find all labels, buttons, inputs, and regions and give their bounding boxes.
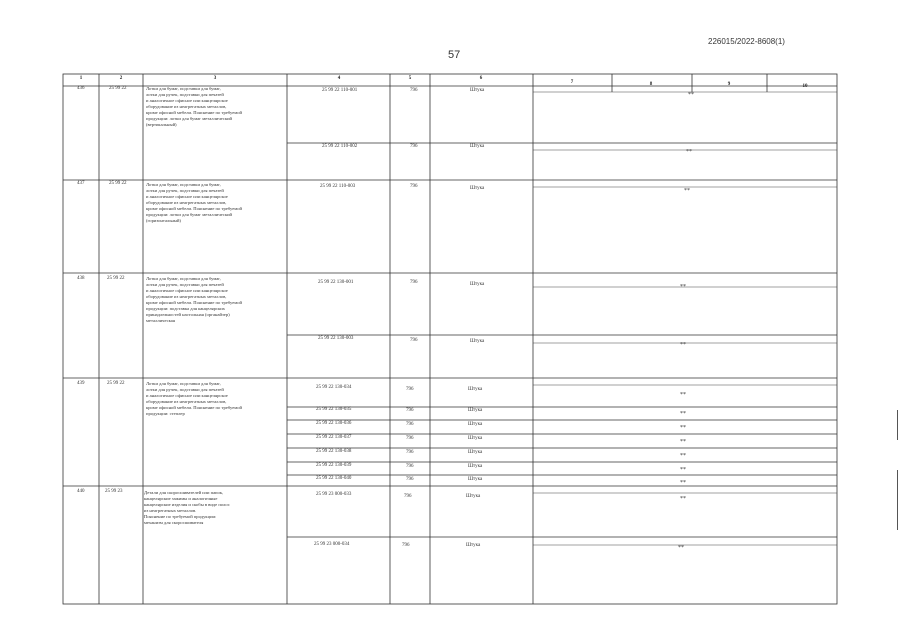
okei-code: 796 — [406, 422, 414, 427]
unit-name: Штука — [468, 422, 483, 427]
okpd-code: 25 99 22 130-036 — [316, 421, 352, 426]
empty-mark: ** — [680, 453, 686, 459]
okei-code: 796 — [410, 184, 418, 189]
row-description: Детали для скоросшивателей или папок, канцелярские зажимы и аналогичные канцелярские изделия и скобы в виде полос из неагрегатных металлов. Пояснение по требуемой продукции: механизм для скоросшивателя — [144, 490, 230, 525]
row-description: Лотки для бумаг, подставки для бумаг, лотки для ручек, подставки для печатей и аналогичное офисное или канцелярское оборудование из неагрегатных металлов, кроме офисной мебели. Пояснение по требуемой продукции: подставка для канцелярских принадлежностей настольная (органайзер) металлическая — [146, 276, 242, 323]
okei-code: 796 — [406, 436, 414, 441]
unit-name: Штука — [470, 282, 485, 287]
empty-mark: ** — [680, 480, 686, 486]
unit-name: Штука — [468, 408, 483, 413]
row-code: 25 99 22 — [107, 381, 125, 386]
okpd-code: 25 99 22 130-034 — [316, 385, 352, 390]
okpd-code: 25 99 22 130-037 — [316, 435, 352, 440]
unit-name: Штука — [468, 477, 483, 482]
okpd-code: 25 99 22 130-035 — [316, 407, 352, 412]
scan-edge-mark — [897, 470, 898, 530]
row-code: 25 99 22 — [109, 86, 127, 91]
row-number: 437 — [77, 181, 85, 186]
unit-name: Штука — [468, 436, 483, 441]
okei-code: 796 — [404, 494, 412, 499]
page-number: 57 — [448, 49, 461, 61]
row-code: 25 99 22 — [109, 181, 127, 186]
okei-code: 796 — [410, 144, 418, 149]
unit-name: Штука — [466, 494, 481, 499]
unit-name: Штука — [470, 144, 485, 149]
empty-mark: ** — [688, 92, 694, 98]
empty-mark: ** — [680, 496, 686, 502]
okei-code: 796 — [406, 450, 414, 455]
column-header: 7 — [570, 80, 574, 85]
row-description: Лотки для бумаг, подставки для бумаг, лотки для ручек, подставки для печатей и аналогичное офисное или канцелярское оборудование из неагрегатных металлов, кроме офисной мебели. Пояснение по требуемой продукции: лотки для бумаг металлический (вертикальный) — [146, 86, 242, 127]
unit-name: Штука — [470, 186, 485, 191]
okpd-code: 25 99 23 000-034 — [314, 542, 350, 547]
okpd-code: 25 99 22 130-039 — [316, 463, 352, 468]
okei-code: 796 — [410, 280, 418, 285]
okpd-code: 25 99 22 110-003 — [320, 184, 356, 189]
column-header: 5 — [408, 76, 412, 81]
row-number: 438 — [77, 276, 85, 281]
empty-mark: ** — [678, 545, 684, 551]
row-description: Лотки для бумаг, подставки для бумаг, лотки для ручек, подставки для печатей и аналогичное офисное или канцелярское оборудование из неагрегатных металлов, кроме офисной мебели. Пояснение по требуемой продукции: степлер — [146, 381, 242, 416]
okpd-code: 25 99 22 130-001 — [318, 280, 354, 285]
okpd-code: 25 99 22 110-002 — [322, 144, 358, 149]
empty-mark: ** — [684, 188, 690, 194]
column-header: 2 — [119, 76, 123, 81]
unit-name: Штука — [470, 88, 485, 93]
empty-mark: ** — [686, 149, 692, 155]
okei-code: 796 — [402, 543, 410, 548]
okpd-code: 25 99 22 130-038 — [316, 449, 352, 454]
empty-mark: ** — [680, 392, 686, 398]
unit-name: Штука — [468, 450, 483, 455]
empty-mark: ** — [680, 425, 686, 431]
okei-code: 796 — [410, 338, 418, 343]
unit-name: Штука — [470, 339, 485, 344]
empty-mark: ** — [680, 284, 686, 290]
row-description: Лотки для бумаг, подставки для бумаг, лотки для ручек, подставки для печатей и аналогичное офисное или канцелярское оборудование из неагрегатных металлов, кроме офисной мебели. Пояснение по требуемой продукции: лотки для бумаг металлический (горизонтальный) — [146, 182, 242, 223]
okei-code: 796 — [410, 88, 418, 93]
document-id: 226015/2022-8608(1) — [708, 37, 785, 46]
column-header: 8 — [649, 82, 653, 87]
column-header: 1 — [79, 76, 83, 81]
empty-mark: ** — [680, 342, 686, 348]
okpd-code: 25 99 23 000-033 — [316, 492, 352, 497]
row-code: 25 99 22 — [107, 276, 125, 281]
column-header: 9 — [727, 82, 731, 87]
unit-name: Штука — [468, 464, 483, 469]
empty-mark: ** — [680, 411, 686, 417]
column-header: 10 — [802, 84, 808, 89]
row-number: 436 — [77, 86, 85, 91]
okpd-code: 25 99 22 110-001 — [322, 88, 358, 93]
row-number: 439 — [77, 381, 85, 386]
okpd-code: 25 99 22 130-040 — [316, 476, 352, 481]
okpd-code: 25 99 22 130-003 — [318, 336, 354, 341]
row-code: 25 99 23 — [105, 489, 123, 494]
okei-code: 796 — [406, 408, 414, 413]
empty-mark: ** — [680, 467, 686, 473]
scan-edge-mark — [897, 410, 898, 440]
row-number: 440 — [77, 489, 85, 494]
empty-mark: ** — [680, 439, 686, 445]
okei-code: 796 — [406, 477, 414, 482]
unit-name: Штука — [468, 387, 483, 392]
okei-code: 796 — [406, 464, 414, 469]
okei-code: 796 — [406, 387, 414, 392]
column-header: 3 — [213, 76, 217, 81]
column-header: 4 — [337, 76, 341, 81]
column-header: 6 — [479, 76, 483, 81]
unit-name: Штука — [466, 543, 481, 548]
